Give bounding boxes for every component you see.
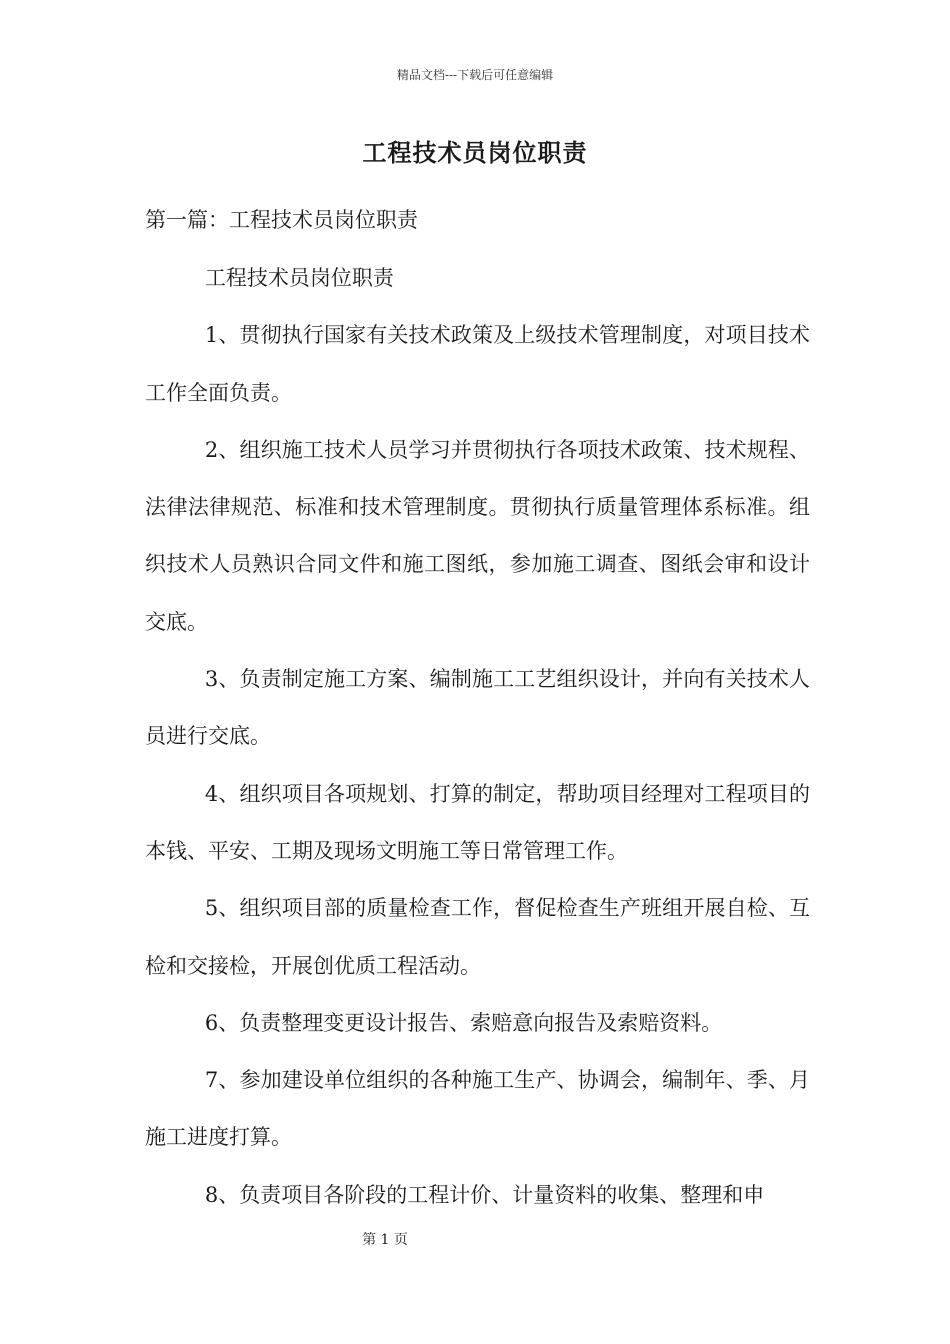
paragraph-item-8: 8、负责项目各阶段的工程计价、计量资料的收集、整理和申 [204, 1182, 765, 1207]
paragraph-item-2: 2、组织施工技术人员学习并贯彻执行各项技术政策、技术规程、法律法律规范、标准和技术管理制度。贯彻执行质量管理体系标准。组织技术人员熟识合同文件和施工图纸，参加施工调查、图纸会审和设计交底。 [145, 437, 810, 634]
page-number: 第 1 页 [362, 1232, 408, 1248]
paragraph-item-3: 3、负责制定施工方案、编制施工工艺组织设计，并向有关技术人员进行交底。 [145, 667, 810, 749]
document-title: 工程技术员岗位职责 [362, 138, 588, 167]
header-note: 精品文档---下载后可任意编辑 [396, 68, 554, 82]
paragraph-item-1: 1、贯彻执行国家有关技术政策及上级技术管理制度，对项目技术工作全面负责。 [145, 323, 810, 405]
paragraph-item-5: 5、组织项目部的质量检查工作，督促检查生产班组开展自检、互检和交接检，开展创优质工程活动。 [145, 896, 810, 978]
document-body [145, 250, 810, 1224]
paragraph-subtitle: 工程技术员岗位职责 [204, 266, 394, 290]
section-heading: 第一篇：工程技术员岗位职责 [145, 208, 418, 232]
paragraph-item-6: 6、负责整理变更设计报告、索赔意向报告及索赔资料。 [204, 1010, 723, 1035]
paragraph-item-7: 7、参加建设单位组织的各种施工生产、协调会，编制年、季、月施工进度打算。 [145, 1068, 810, 1150]
paragraph-item-4: 4、组织项目各项规划、打算的制定，帮助项目经理对工程项目的本钱、平安、工期及现场文明施工等日常管理工作。 [145, 781, 810, 863]
